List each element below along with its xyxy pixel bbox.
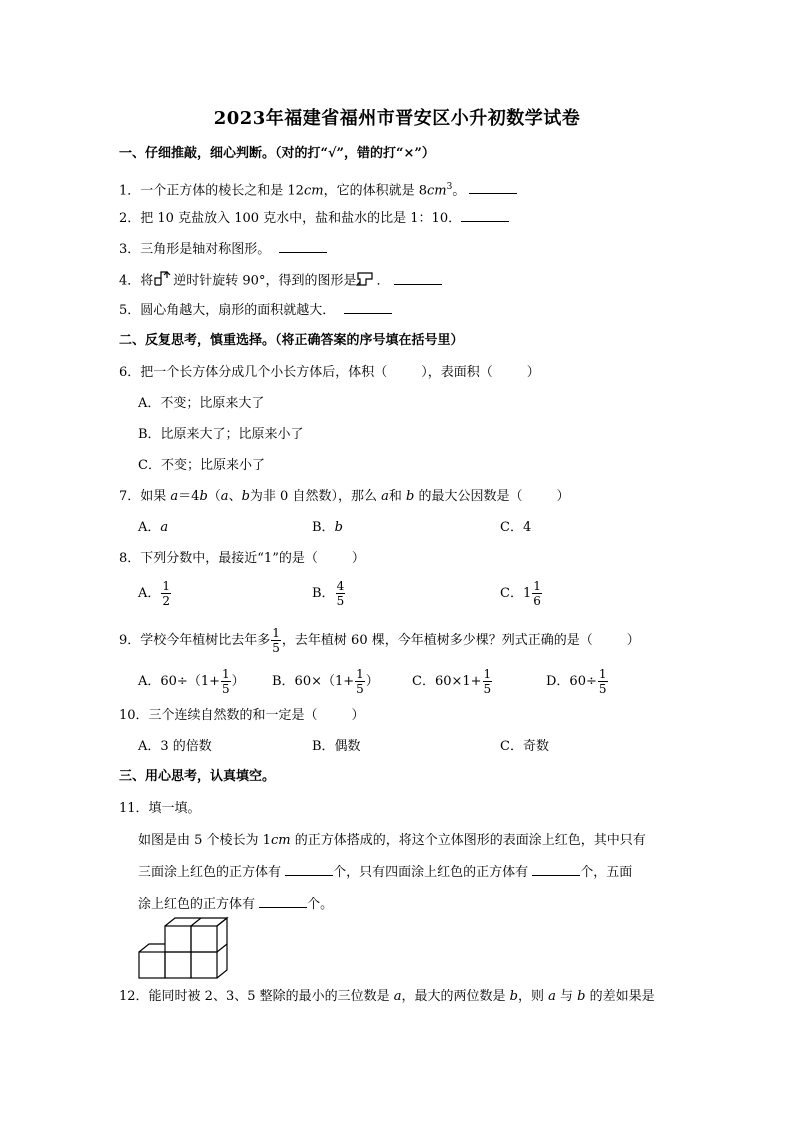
cube-stack-figure [138, 916, 230, 984]
answer-blank[interactable] [279, 240, 327, 253]
fraction [271, 626, 281, 655]
question-3 [119, 240, 327, 259]
q1-unit-2: cm [426, 183, 447, 199]
denominator: 2 [162, 594, 171, 608]
fraction [355, 667, 365, 696]
option-text: D．60÷ [546, 674, 597, 689]
var-a: a [160, 520, 169, 535]
option-label: A． [138, 520, 161, 535]
q11-text: 涂上红色的正方体有 [138, 897, 260, 912]
answer-blank[interactable] [394, 272, 442, 285]
q11-line-1 [138, 825, 678, 857]
q6-text: 6．把一个长方体分成几个小长方体后，体积（ [119, 365, 388, 380]
question-2 [119, 209, 509, 228]
rotated-shape-icon [356, 270, 376, 292]
denominator: 6 [533, 594, 541, 608]
q9-option-a[interactable] [138, 667, 245, 696]
q11-text-end: 个，五面 [580, 865, 633, 880]
var-a: a [548, 989, 556, 1004]
exam-title: 2023年福建省福州市晋安区小升初数学试卷 [213, 108, 581, 129]
option-text-end: ） [231, 674, 245, 689]
q7-sep: 、 [228, 489, 242, 504]
var-b: b [509, 989, 518, 1004]
numerator: 1 [272, 626, 280, 640]
q4-text: 4．将 [119, 273, 154, 289]
numerator: 1 [533, 579, 541, 593]
q9-close: ） [626, 633, 640, 648]
question-11-body [138, 825, 678, 921]
q11-text: 如图是由 5 个棱长为 1 [138, 833, 271, 848]
q4-text-end: ． [376, 273, 390, 289]
denominator: 5 [356, 682, 364, 696]
q7-option-b[interactable] [312, 519, 343, 537]
answer-blank[interactable] [461, 209, 509, 222]
q7-cond: 为非 0 自然数），那么 [249, 489, 382, 504]
q7-and: 和 [388, 489, 406, 504]
q1-text-mid: ，它的体积就是 8 [323, 183, 427, 199]
question-5 [119, 301, 392, 320]
question-4 [119, 270, 442, 292]
question-1 [119, 178, 517, 200]
numerator: 1 [162, 579, 171, 593]
q4-text-mid: 逆时针旋转 90°，得到的图形是 [173, 273, 357, 289]
option-label: B． [312, 520, 335, 535]
option-text-end: ） [365, 674, 379, 689]
q8-text: 8．下列分数中，最接近“1”的是（ [119, 551, 318, 566]
q6-option-b[interactable]: B．比原来大了；比原来小了 [138, 427, 304, 442]
var-a: a [393, 989, 402, 1004]
numerator: 1 [483, 667, 492, 681]
section-3-heading: 三、用心思考，认真填空。 [119, 769, 276, 784]
q12-text-end: 的差如果是 [585, 989, 655, 1004]
q7-paren: （ [207, 489, 221, 504]
q1-text-end: 。 [452, 183, 466, 199]
q7-option-c[interactable]: C．4 [500, 520, 532, 535]
q3-text: 3．三角形是轴对称图形。 [119, 242, 271, 257]
answer-blank[interactable] [285, 863, 333, 876]
q10-text: 10．三个连续自然数的和一定是（ [119, 708, 318, 723]
numerator: 1 [598, 667, 607, 681]
q12-text-mid: ，最大的两位数是 [401, 989, 510, 1004]
q8-close: ） [351, 551, 365, 566]
denominator: 5 [222, 682, 230, 696]
var-b: b [405, 489, 415, 504]
option-text: C．60×1+ [412, 674, 482, 689]
denominator: 5 [336, 594, 345, 608]
question-9 [119, 626, 640, 655]
fraction [532, 579, 542, 608]
q5-text: 5．圆心角越大，扇形的面积就越大． [119, 303, 336, 318]
question-10 [119, 707, 365, 725]
fraction [221, 667, 231, 696]
q12-with: 与 [555, 989, 578, 1004]
q7-text-end: 的最大公因数是（ [414, 489, 523, 504]
q12-text: 12．能同时被 2、3、5 整除的最小的三位数是 [119, 989, 394, 1004]
q11-text: 三面涂上红色的正方体有 [138, 865, 286, 880]
q7-close: ） [556, 489, 570, 504]
question-6 [119, 364, 540, 382]
q12-text-mid2: ，则 [518, 989, 549, 1004]
numerator: 1 [356, 667, 364, 681]
q9-option-b[interactable] [272, 667, 379, 696]
q1-unit: cm [303, 183, 324, 199]
var-a: a [381, 489, 389, 504]
var-b: b [241, 489, 250, 504]
option-label: A． [138, 586, 161, 601]
numerator: 1 [222, 667, 230, 681]
question-8 [119, 550, 365, 568]
q8-option-b[interactable] [312, 579, 346, 608]
q9-option-c[interactable] [412, 667, 493, 696]
q10-option-a[interactable]: A．3 的倍数 [138, 739, 212, 754]
q6-text-mid: ），表面积（ [421, 365, 493, 380]
fraction [161, 579, 171, 608]
var-b: b [334, 520, 343, 535]
option-text: B．60×（1+ [272, 674, 355, 689]
q10-close: ） [351, 708, 365, 723]
answer-blank[interactable] [344, 301, 392, 314]
fraction [598, 667, 608, 696]
q9-option-d[interactable] [546, 667, 609, 696]
q1-text: 1．一个正方体的棱长之和是 12 [119, 183, 304, 199]
option-text: A．60÷（1+ [138, 674, 220, 689]
q8-option-a[interactable] [138, 579, 172, 608]
rotate-shape-icon [153, 270, 173, 292]
var-b: b [577, 989, 586, 1004]
numerator: 4 [336, 579, 345, 593]
q9-text-end: ，去年植树 60 棵，今年植树多少棵？列式正确的是（ [281, 633, 593, 648]
fraction [336, 579, 346, 608]
q6-option-c[interactable]: C．不变；比原来小了 [138, 458, 265, 473]
denominator: 5 [272, 641, 280, 655]
question-7 [119, 488, 569, 506]
q2-text: 2．把 10 克盐放入 100 克水中，盐和盐水的比是 1：10． [119, 211, 462, 226]
answer-blank[interactable] [532, 863, 580, 876]
denominator: 5 [598, 682, 607, 696]
q11-text-mid: 个，只有四面涂上红色的正方体有 [333, 865, 533, 880]
q7-text: 7．如果 [119, 489, 171, 504]
q7-eq: ＝4 [178, 489, 200, 504]
q7-option-a[interactable] [138, 519, 168, 537]
q11-unit: cm [270, 833, 291, 848]
option-label: C．1 [500, 586, 532, 601]
question-12 [119, 988, 655, 1006]
var-a: a [170, 489, 179, 504]
q11-text-cont: 的正方体搭成的，将这个立体图形的表面涂上红色，其中只有 [290, 833, 646, 848]
q8-option-c[interactable] [500, 579, 543, 608]
denominator: 5 [483, 682, 492, 696]
var-a: a [220, 489, 229, 504]
q6-option-a[interactable]: A．不变；比原来大了 [138, 396, 265, 411]
var-b: b [199, 489, 208, 504]
fraction [483, 667, 493, 696]
q11-line-2 [138, 857, 678, 889]
question-11-title: 11．填一填。 [119, 801, 201, 816]
q10-option-c[interactable]: C．奇数 [500, 739, 549, 754]
q1-exponent: 3 [446, 182, 453, 192]
option-label: B． [312, 586, 335, 601]
q10-option-b[interactable]: B．偶数 [312, 739, 361, 754]
q11-text-end: 个。 [307, 897, 334, 912]
answer-blank[interactable] [469, 181, 517, 194]
section-1-heading: 一、仔细推敲，细心判断。（对的打“√”，错的打“×”） [119, 146, 435, 161]
q9-text: 9．学校今年植树比去年多 [119, 633, 271, 648]
q6-text-end: ） [526, 365, 540, 380]
section-2-heading: 二、反复思考，慎重选择。（将正确答案的序号填在括号里） [119, 333, 464, 348]
answer-blank[interactable] [259, 895, 307, 908]
